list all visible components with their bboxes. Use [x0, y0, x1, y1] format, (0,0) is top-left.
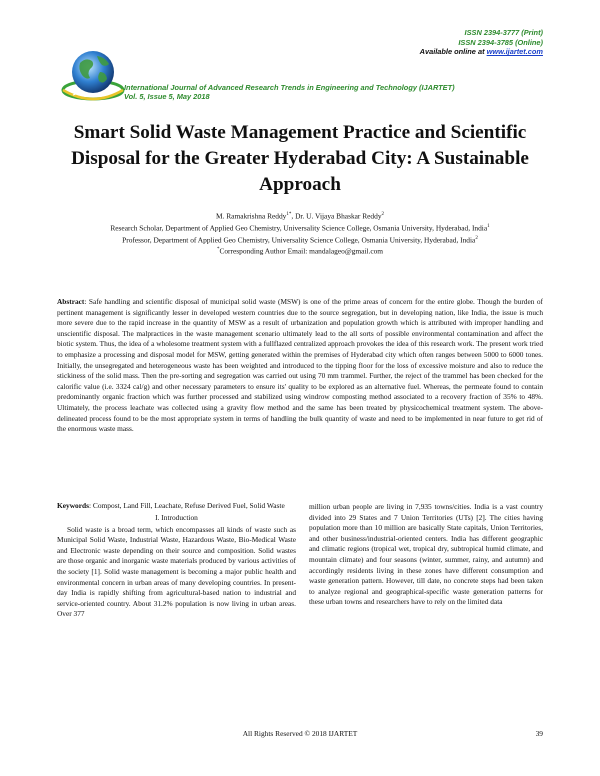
- affiliation-2-text: Professor, Department of Applied Geo Chemistry, Universality Science College, Osmania University, Hyderabad, India: [122, 235, 476, 244]
- journal-name: International Journal of Advanced Research Trends in Engineering and Technology (IJARTET): [124, 83, 455, 92]
- author-1-marker: 1*: [286, 212, 292, 217]
- right-column: [309, 502, 543, 608]
- affiliation-2: [55, 234, 545, 246]
- author-block: [55, 210, 545, 257]
- keywords-text: : Compost, Land Fill, Leachate, Refuse Derived Fuel, Solid Waste: [89, 501, 285, 510]
- abstract-label: Abstract: [57, 297, 85, 306]
- available-prefix: Available online at: [419, 47, 487, 57]
- affiliation-1: [55, 222, 545, 234]
- author-1: M. Ramakrishna Reddy: [215, 211, 287, 221]
- footer-rights: All Rights Reserved © 2018 IJARTET: [242, 729, 358, 738]
- corresponding-author: [55, 245, 545, 257]
- left-column: [57, 513, 296, 620]
- author-2-marker: 2: [381, 212, 385, 217]
- availability-line: [420, 47, 543, 57]
- corresponding-email: Corresponding Author Email: mandalageo@gmail.com: [219, 246, 384, 256]
- corresponding-marker: *: [216, 247, 220, 253]
- abstract-text: : Safe handling and scientific disposal of municipal solid waste (MSW) is one of the prime areas of concern for the entire globe. Though the burden of pertinent management is significantly lesser in developed western countries due to the source segregation, but in developing nation, like India, the issue is much more severe due to the rapid increase in the quantity of MSW as a result of urbanization and population growth which is attributed with improper handling and unscientific disposal. The malpractices in the waste management scenario ultimately lead to the all sorts of possible environmental contamination and affect the biotic system. Thus, the idea of a wholesome treatment system with a fullflazed centralized approach provokes the idea of this research work. The present work tried to emphasize a processing and disposal model for MSW, getting generated within the premises of Hyderabad city which often ranges between 5000 to 6000 tones. Initially, the unsegregated and heterogeneous waste has been weighted and introduced to the tipping floor for the loss of excessive moisture and also to reduce the stickiness of the solid mass. Then the pre-sorting and segregation was carried out using 70 mm trammel. Further, the reject of the trammel has been checked for the calorific value (i.e. 3324 cal/g) and other necessary parameters to ensure its' quality to be explored as an alternative fuel. Whereas, the permeate found to contain predominantly organic fraction which was further processed and stabilized using windrow composting method associated to a recovery fraction of 35% to 48%. Ultimately, the process leachate was collected using a gravity flow method and the same has been treated by physicochemical treatment system. The above-delineated process found to be the most appropriate system in terms of handling the bulk quantity of waste and need to be implemented in near future to get rid of the enormous waste mass.: [57, 297, 543, 434]
- journal-info: [124, 83, 455, 101]
- page-number: 39: [535, 729, 543, 738]
- affiliation-1-text: Research Scholar, Department of Applied Geo Chemistry, Universality Science College, Osmania University, Hyderabad, India: [110, 223, 488, 233]
- section-heading-introduction: I. Introduction: [155, 513, 198, 522]
- affiliation-2-marker: 2: [475, 235, 478, 241]
- right-column-paragraph: million urban people are living in 7,935 towns/cities. India is a vast country divided into 29 States and 7 Union Territories (UTs) [2]. The cities having population more than 10 million are basically State capitals, Union Territories, and other business/industrial-oriented centers. India has different geographic and climatic regions (tropical wet, tropical dry, subtropical humid climate, and mountain climate) and four seasons (winter, summer, rainy, and autumn) and accordingly residents living in these zones have different consumption and waste generation pattern. However, till date, no concrete steps had been taken to analyze regional and geographical-specific waste generation patterns for these urban towns and researchers have to rely on the limited data: [309, 502, 543, 607]
- author-names: [55, 210, 545, 222]
- journal-globe-logo-icon: [60, 42, 126, 104]
- author-2: , Dr. U. Vijaya Bhaskar Reddy: [291, 211, 382, 221]
- affiliation-1-marker: 1: [487, 223, 490, 229]
- keywords-label: Keywords: [57, 501, 90, 510]
- introduction-paragraph: Solid waste is a broad term, which encompasses all kinds of waste such as Municipal Solid Waste, Industrial Waste, Hazardous Waste, Bio-Medical Waste and Electronic waste depending on their source and composition. Solid wastes are those organic and inorganic waste materials produced by various activities of the society [1]. Solid waste management is becoming a major public health and environmental concern in urban areas of many developing countries. In present-day India is rapidly shifting from agricultural-based nation to industrial and service-oriented country. About 31.2% population is now living in urban areas. Over 377: [57, 524, 296, 619]
- paper-title: Smart Solid Waste Management Practice and Scientific Disposal for the Greater Hyderabad City: A Sustainable Approach: [71, 122, 529, 195]
- journal-website-link[interactable]: www.ijartet.com: [486, 47, 543, 57]
- issn-block: [420, 28, 543, 57]
- issn-print: ISSN 2394-3777 (Print): [464, 28, 543, 37]
- issn-online: ISSN 2394-3785 (Online): [458, 37, 543, 47]
- abstract: [57, 297, 543, 435]
- journal-volume: Vol. 5, Issue 5, May 2018: [124, 92, 210, 102]
